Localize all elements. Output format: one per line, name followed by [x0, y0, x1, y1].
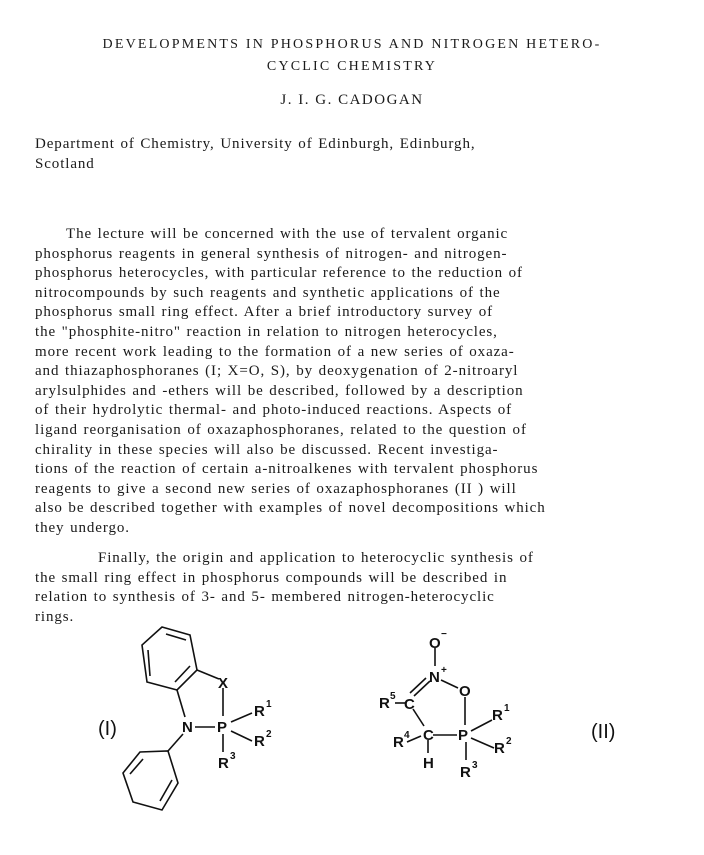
atom-p: P	[458, 727, 469, 744]
atom-o-ring: O	[459, 683, 471, 700]
text-line: ligand reorganisation of oxazaphosphoranes, related to the question of	[35, 422, 527, 438]
group-r3: R	[460, 764, 471, 781]
sup-2: 2	[266, 729, 272, 740]
text-line: phosphorus reagents in general synthesis of nitrogen- and nitrogen-	[35, 245, 508, 262]
group-r1: R	[492, 707, 503, 724]
sup-1: 1	[504, 703, 510, 714]
atom-o-minus: O	[429, 635, 441, 652]
charge-plus: +	[441, 665, 447, 676]
sup-2: 2	[506, 736, 512, 747]
group-r2: R	[494, 740, 505, 757]
structure-I-label: (I)	[98, 718, 117, 740]
group-r4: R	[393, 734, 404, 751]
structure-II-label: (II)	[591, 721, 616, 743]
text-line: Finally, the origin and application to heterocyclic synthesis of	[98, 550, 534, 566]
sup-3: 3	[472, 760, 478, 771]
sup-1: 1	[266, 699, 272, 710]
affiliation-line-2: Scotland	[35, 156, 95, 172]
group-r3: R	[218, 755, 229, 772]
text-line: rings.	[35, 608, 75, 625]
text-line: also be described together with examples of novel decompositions which	[35, 500, 546, 517]
atom-n: N	[182, 719, 193, 736]
atom-c1: C	[404, 696, 415, 713]
text-line: The lecture will be concerned with the use of tervalent organic	[66, 226, 509, 242]
text-line: more recent work leading to the formation of a new series of oxaza-	[35, 343, 515, 360]
text-line: phosphorus heterocycles, with particular reference to the reduction of	[35, 265, 523, 282]
text-line: relation to synthesis of 3- and 5- membered nitrogen-heterocyclic	[35, 589, 495, 606]
group-r5: R	[379, 695, 390, 712]
text-line: chirality in these species will also be discussed. Recent investiga-	[35, 441, 499, 458]
text-line: the small ring effect in phosphorus compounds will be described in	[35, 569, 508, 586]
sup-5: 5	[390, 691, 396, 702]
text-line: the "phosphite-nitro" reaction in relation to nitrogen heterocycles,	[35, 324, 498, 340]
text-line: nitrocompounds by such reagents and synthetic applications of the	[35, 284, 501, 301]
author: J. I. G. CADOGAN	[280, 92, 424, 108]
sup-3: 3	[230, 751, 236, 762]
title-line-1: DEVELOPMENTS IN PHOSPHORUS AND NITROGEN HETERO-	[102, 37, 602, 52]
text-line: phosphorus small ring effect. After a brief introductory survey of	[35, 304, 494, 321]
text-line: of their hydrolytic thermal- and photo-induced reactions. Aspects of	[35, 402, 512, 419]
atom-h: H	[423, 755, 434, 772]
structure-II-labels	[379, 629, 615, 781]
text-line: reagents to give a second new series of oxazaphosphoranes (II ) will	[35, 480, 517, 497]
atom-c2: C	[423, 727, 434, 744]
sup-4: 4	[404, 730, 410, 741]
atom-n-plus: N	[429, 669, 440, 686]
charge-minus: −	[441, 629, 447, 640]
text-line: and thiazaphosphoranes (I; X=O, S), by deoxygenation of 2-nitroaryl	[35, 363, 519, 380]
text-line: arylsulphides and -ethers will be described, followed by a description	[35, 382, 524, 399]
text-line: tions of the reaction of certain a-nitroalkenes with tervalent phosphorus	[35, 461, 539, 478]
title-line-2: CYCLIC CHEMISTRY	[266, 59, 438, 74]
atom-x: X	[218, 675, 229, 692]
atom-p: P	[217, 719, 228, 736]
structure-I-labels	[98, 675, 272, 772]
affiliation-line-1: Department of Chemistry, University of Edinburgh, Edinburgh,	[35, 136, 476, 152]
group-r2: R	[254, 733, 265, 750]
group-r1: R	[254, 703, 265, 720]
text-line: they undergo.	[35, 520, 130, 536]
